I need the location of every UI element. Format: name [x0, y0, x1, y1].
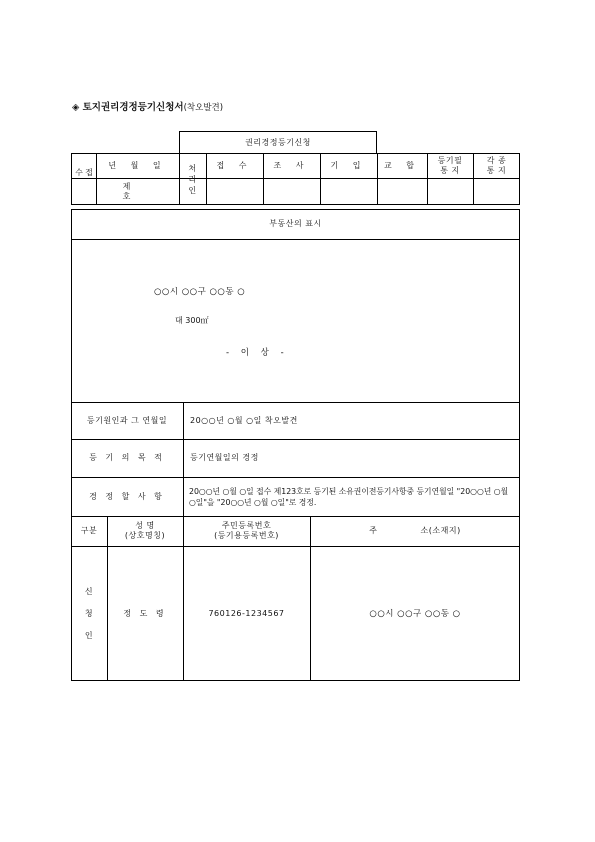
applicant-col-address: 주 소(소재지) — [369, 526, 461, 535]
receipt-date-label: 년 월 일 — [108, 160, 167, 170]
cause-label: 등기원인과 그 연월일 — [86, 415, 168, 425]
property-heading: 부동산의 표시 — [269, 219, 322, 228]
receipt-number-label: 제 호 — [122, 181, 153, 201]
document-subtitle: (착오발견) — [183, 103, 224, 113]
property-land: 대 300㎡ — [175, 316, 209, 325]
col-entry: 기 입 — [330, 160, 367, 170]
col-inspect: 조 사 — [273, 160, 310, 170]
col-receipt: 접 수 — [216, 160, 253, 170]
applicant-col-id: 주민등록번호 (등기용등록번호) — [214, 521, 279, 540]
applicant-col-name: 성 명 (상호명칭) — [124, 521, 166, 540]
col-various-notice: 각 종 통 지 — [486, 155, 507, 175]
receipt-label-text: 접 수 — [74, 168, 94, 190]
receipt-label — [71, 153, 96, 205]
applicant-name: 정 도 령 — [123, 608, 167, 618]
document-title: 토지권리경정등기신청서 — [82, 102, 184, 113]
applicant-col-type: 구분 — [80, 526, 98, 535]
col-verify: 교 합 — [384, 160, 420, 170]
applicant-role: 신 청 인 — [84, 587, 94, 640]
cause-value: 20○○년 ○월 ○일 착오발견 — [190, 415, 298, 425]
purpose-value: 등기연월일의 경정 — [190, 453, 259, 462]
diamond-bullet-icon: ◈ — [72, 102, 80, 113]
purpose-label: 등 기 의 목 적 — [89, 453, 165, 462]
correction-value: 20○○년 ○월 ○일 접수 제123호로 등기된 소유권이전등기사항중 등기연월일 "20○○년 ○월 ○일"을 "20○○년 ○월 ○일"로 경정. — [189, 486, 509, 507]
applicant-address: ○○시 ○○구 ○○동 ○ — [369, 608, 461, 619]
receipt-banner-label: 권리경정등기신청 — [245, 137, 311, 147]
processing-label: 처 리 인 — [188, 163, 197, 195]
document-title-line — [72, 99, 223, 113]
correction-label: 경 정 할 사 항 — [89, 491, 165, 501]
property-end-mark: - 이 상 - — [226, 348, 284, 358]
applicant-id: 760126-1234567 — [208, 608, 285, 618]
property-address: ○○시 ○○구 ○○동 ○ — [154, 287, 246, 297]
col-registered-notice: 등기필 통 지 — [437, 155, 463, 175]
